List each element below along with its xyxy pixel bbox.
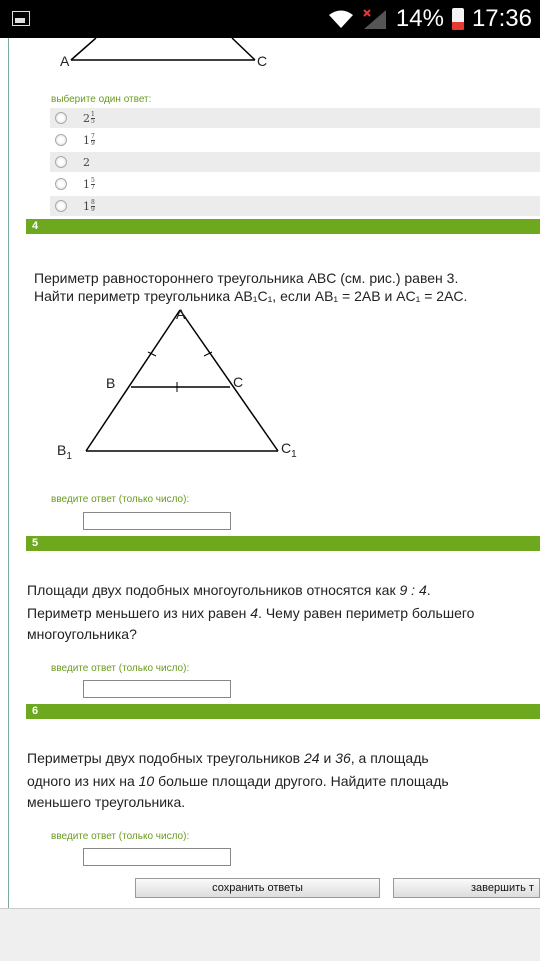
status-bar — [0, 0, 540, 38]
question-6-header: 6 — [26, 704, 540, 719]
option-label: 2 — [83, 155, 90, 169]
radio-button[interactable] — [55, 112, 67, 124]
option-label: 1 $\frac{5}{7}$ — [83, 176, 95, 191]
q6-text-line1: Периметры двух подобных треугольников 24 и 36, а площадь — [27, 750, 429, 766]
radio-button[interactable] — [55, 134, 67, 146]
question-4-header: 4 — [26, 219, 540, 234]
q3-option-3[interactable] — [50, 152, 540, 172]
radio-button[interactable] — [55, 156, 67, 168]
q3-option-1[interactable] — [50, 108, 540, 128]
q3-option-5[interactable] — [50, 196, 540, 216]
save-answers-button[interactable]: сохранить ответы — [135, 878, 380, 898]
finish-test-button[interactable]: завершить т — [393, 878, 540, 898]
q5-text-line2: Периметр меньшего из них равен 4. Чему равен периметр большего — [27, 605, 475, 621]
fig-label-c: C — [233, 374, 244, 390]
question-5-header: 5 — [26, 536, 540, 551]
quiz-page — [0, 38, 540, 908]
q6-prompt: введите ответ (только число): — [51, 831, 190, 842]
q4-prompt: введите ответ (только число): — [51, 494, 190, 505]
bottom-navigation-bar — [0, 908, 540, 961]
q6-answer-input[interactable] — [83, 848, 231, 866]
q3-prompt: выберите один ответ: — [51, 94, 152, 105]
battery-percent: 14% — [395, 5, 444, 32]
signal-icon — [362, 8, 388, 30]
fig-label-c1: $C_1$ — [281, 440, 297, 460]
status-right — [328, 0, 532, 38]
q4-text-line1: Периметр равностороннего треугольника ABC (см. рис.) равен 3. — [34, 270, 459, 286]
option-label: 2 $\frac{1}{5}$ — [83, 110, 95, 125]
gallery-icon — [12, 11, 30, 26]
q5-answer-input[interactable] — [83, 680, 231, 698]
option-label: 1 $\frac{8}{9}$ — [83, 198, 95, 213]
fig-label-a: A — [176, 306, 186, 322]
wifi-icon — [328, 9, 354, 29]
q4-answer-input[interactable] — [83, 512, 231, 530]
q6-text-line3: меньшего треугольника. — [27, 794, 186, 810]
q3-label-c: C — [257, 53, 268, 69]
q3-option-2[interactable] — [50, 130, 540, 150]
q3-label-a: A — [60, 53, 70, 69]
q4-text-line2: Найти периметр треугольника AB₁C₁, если AB₁ = 2AB и AC₁ = 2AC. — [34, 288, 468, 304]
q4-triangle-figure — [50, 306, 310, 466]
option-label: 1 $\frac{7}{9}$ — [83, 132, 95, 147]
q5-prompt: введите ответ (только число): — [51, 663, 190, 674]
q5-text-line3: многоугольника? — [27, 626, 137, 642]
radio-button[interactable] — [55, 200, 67, 212]
q3-option-4[interactable] — [50, 174, 540, 194]
battery-icon — [452, 8, 464, 30]
q3-figure — [50, 38, 290, 74]
q6-text-line2: одного из них на 10 больше площади другого. Найдите площадь — [27, 773, 449, 789]
fig-label-b1: $B_1$ — [57, 442, 72, 462]
q5-text-line1: Площади двух подобных многоугольников относятся как 9 : 4. — [27, 582, 431, 598]
radio-button[interactable] — [55, 178, 67, 190]
clock: 17:36 — [471, 5, 532, 32]
left-border — [8, 38, 9, 908]
fig-label-b: B — [106, 375, 116, 391]
